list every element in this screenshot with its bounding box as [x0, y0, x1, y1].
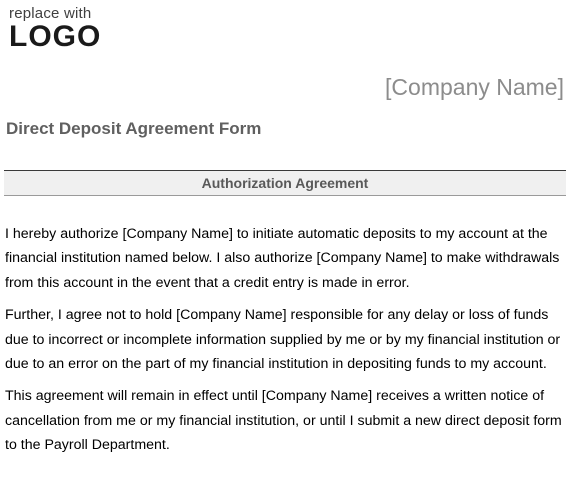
company-name: [Company Name]: [385, 74, 564, 100]
logo-text: LOGO: [9, 20, 102, 53]
section-title: Authorization Agreement: [201, 175, 369, 191]
form-title: Direct Deposit Agreement Form: [6, 119, 262, 138]
logo-caption: replace with: [9, 5, 92, 22]
agreement-paragraph: This agreement will remain in effect until [Company Name] receives a written notice of cancellation from me or my financial institution, or until I submit a new direct deposit form to the Payroll Department.: [5, 388, 562, 454]
agreement-paragraph: Further, I agree not to hold [Company Name] responsible for any delay or loss of funds due to incorrect or incomplete information supplied by me or by my financial institution or due to an error on the part of my financial institution in depositing funds to my account.: [5, 307, 561, 373]
agreement-paragraph: I hereby authorize [Company Name] to initiate automatic deposits to my account at the financial institution named below. I also authorize [Company Name] to make withdrawals from this account in the event that a credit entry is made in error.: [5, 226, 560, 291]
section-header-bar: [4, 170, 566, 196]
agreement-body: [5, 222, 567, 466]
logo-placeholder: [9, 6, 101, 52]
